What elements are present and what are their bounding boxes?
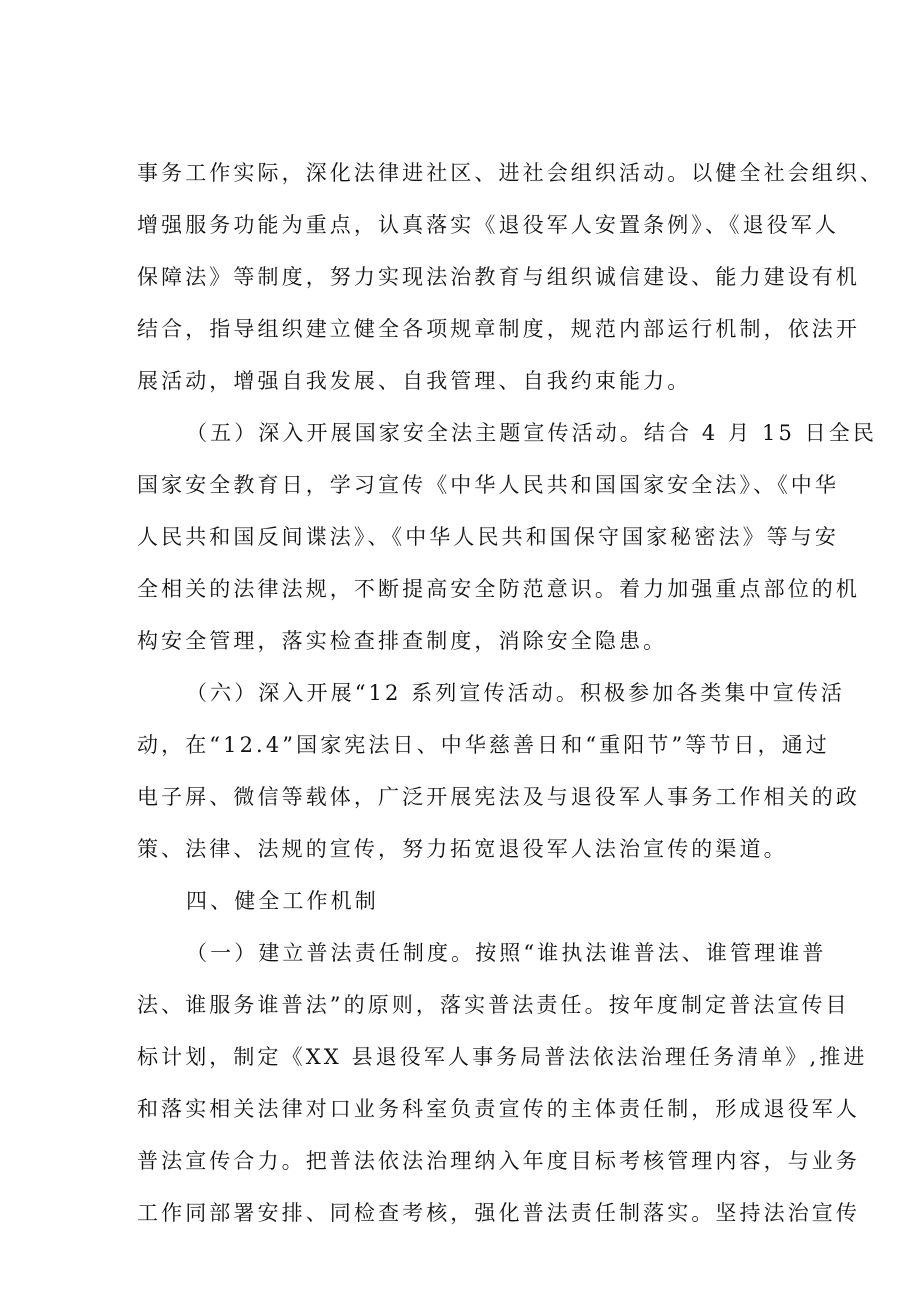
section-heading: 四、健全工作机制 bbox=[186, 889, 379, 913]
paragraph-line: 工作同部署安排、同检查考核，强化普法责任制落实。坚持法治宣传 bbox=[137, 1201, 860, 1225]
paragraph-line: （五）深入开展国家安全法主题宣传活动。结合 4 月 15 日全民 bbox=[186, 421, 877, 445]
paragraph-line: 人民共和国反间谍法》、《中华人民共和国保守国家秘密法》等与安 bbox=[137, 525, 839, 549]
paragraph-line: 电子屏、微信等载体，广泛开展宪法及与退役军人事务工作相关的政 bbox=[137, 785, 860, 809]
paragraph-line: 保障法》等制度，努力实现法治教育与组织诚信建设、能力建设有机 bbox=[137, 265, 860, 289]
paragraph-line: 全相关的法律法规，不断提高安全防范意识。着力加强重点部位的机 bbox=[137, 577, 860, 601]
paragraph-line: 法、谁服务谁普法”的原则，落实普法责任。按年度制定普法宣传目 bbox=[137, 993, 850, 1017]
paragraph-line: 增强服务功能为重点，认真落实《退役军人安置条例》、《退役军人 bbox=[137, 213, 839, 237]
paragraph-line: 事务工作实际，深化法律进社区、进社会组织活动。以健全社会组织、 bbox=[137, 161, 885, 185]
paragraph-line: 和落实相关法律对口业务科室负责宣传的主体责任制，形成退役军人 bbox=[137, 1097, 860, 1121]
paragraph-line: （六）深入开展“12 系列宣传活动。积极参加各类集中宣传活 bbox=[186, 681, 846, 705]
paragraph-line: （一）建立普法责任制度。按照“谁执法谁普法、谁管理谁普 bbox=[186, 941, 827, 965]
paragraph-line: 构安全管理，落实检查排查制度，消除安全隐患。 bbox=[137, 629, 668, 653]
paragraph-line: 策、法律、法规的宣传，努力拓宽退役军人法治宣传的渠道。 bbox=[137, 837, 788, 861]
paragraph-line: 结合，指导组织建立健全各项规章制度，规范内部运行机制，依法开 bbox=[137, 317, 860, 341]
paragraph-line: 标计划，制定《XX 县退役军人事务局普法依法治理任务清单》,推进 bbox=[137, 1045, 868, 1069]
paragraph-line: 展活动，增强自我发展、自我管理、自我约束能力。 bbox=[137, 369, 692, 393]
paragraph-line: 国家安全教育日，学习宣传《中华人民共和国国家安全法》、《中华 bbox=[137, 473, 839, 497]
paragraph-line: 普法宣传合力。把普法依法治理纳入年度目标考核管理内容，与业务 bbox=[137, 1149, 860, 1173]
paragraph-line: 动，在“12.4”国家宪法日、中华慈善日和“重阳节”等节日，通过 bbox=[137, 733, 830, 757]
